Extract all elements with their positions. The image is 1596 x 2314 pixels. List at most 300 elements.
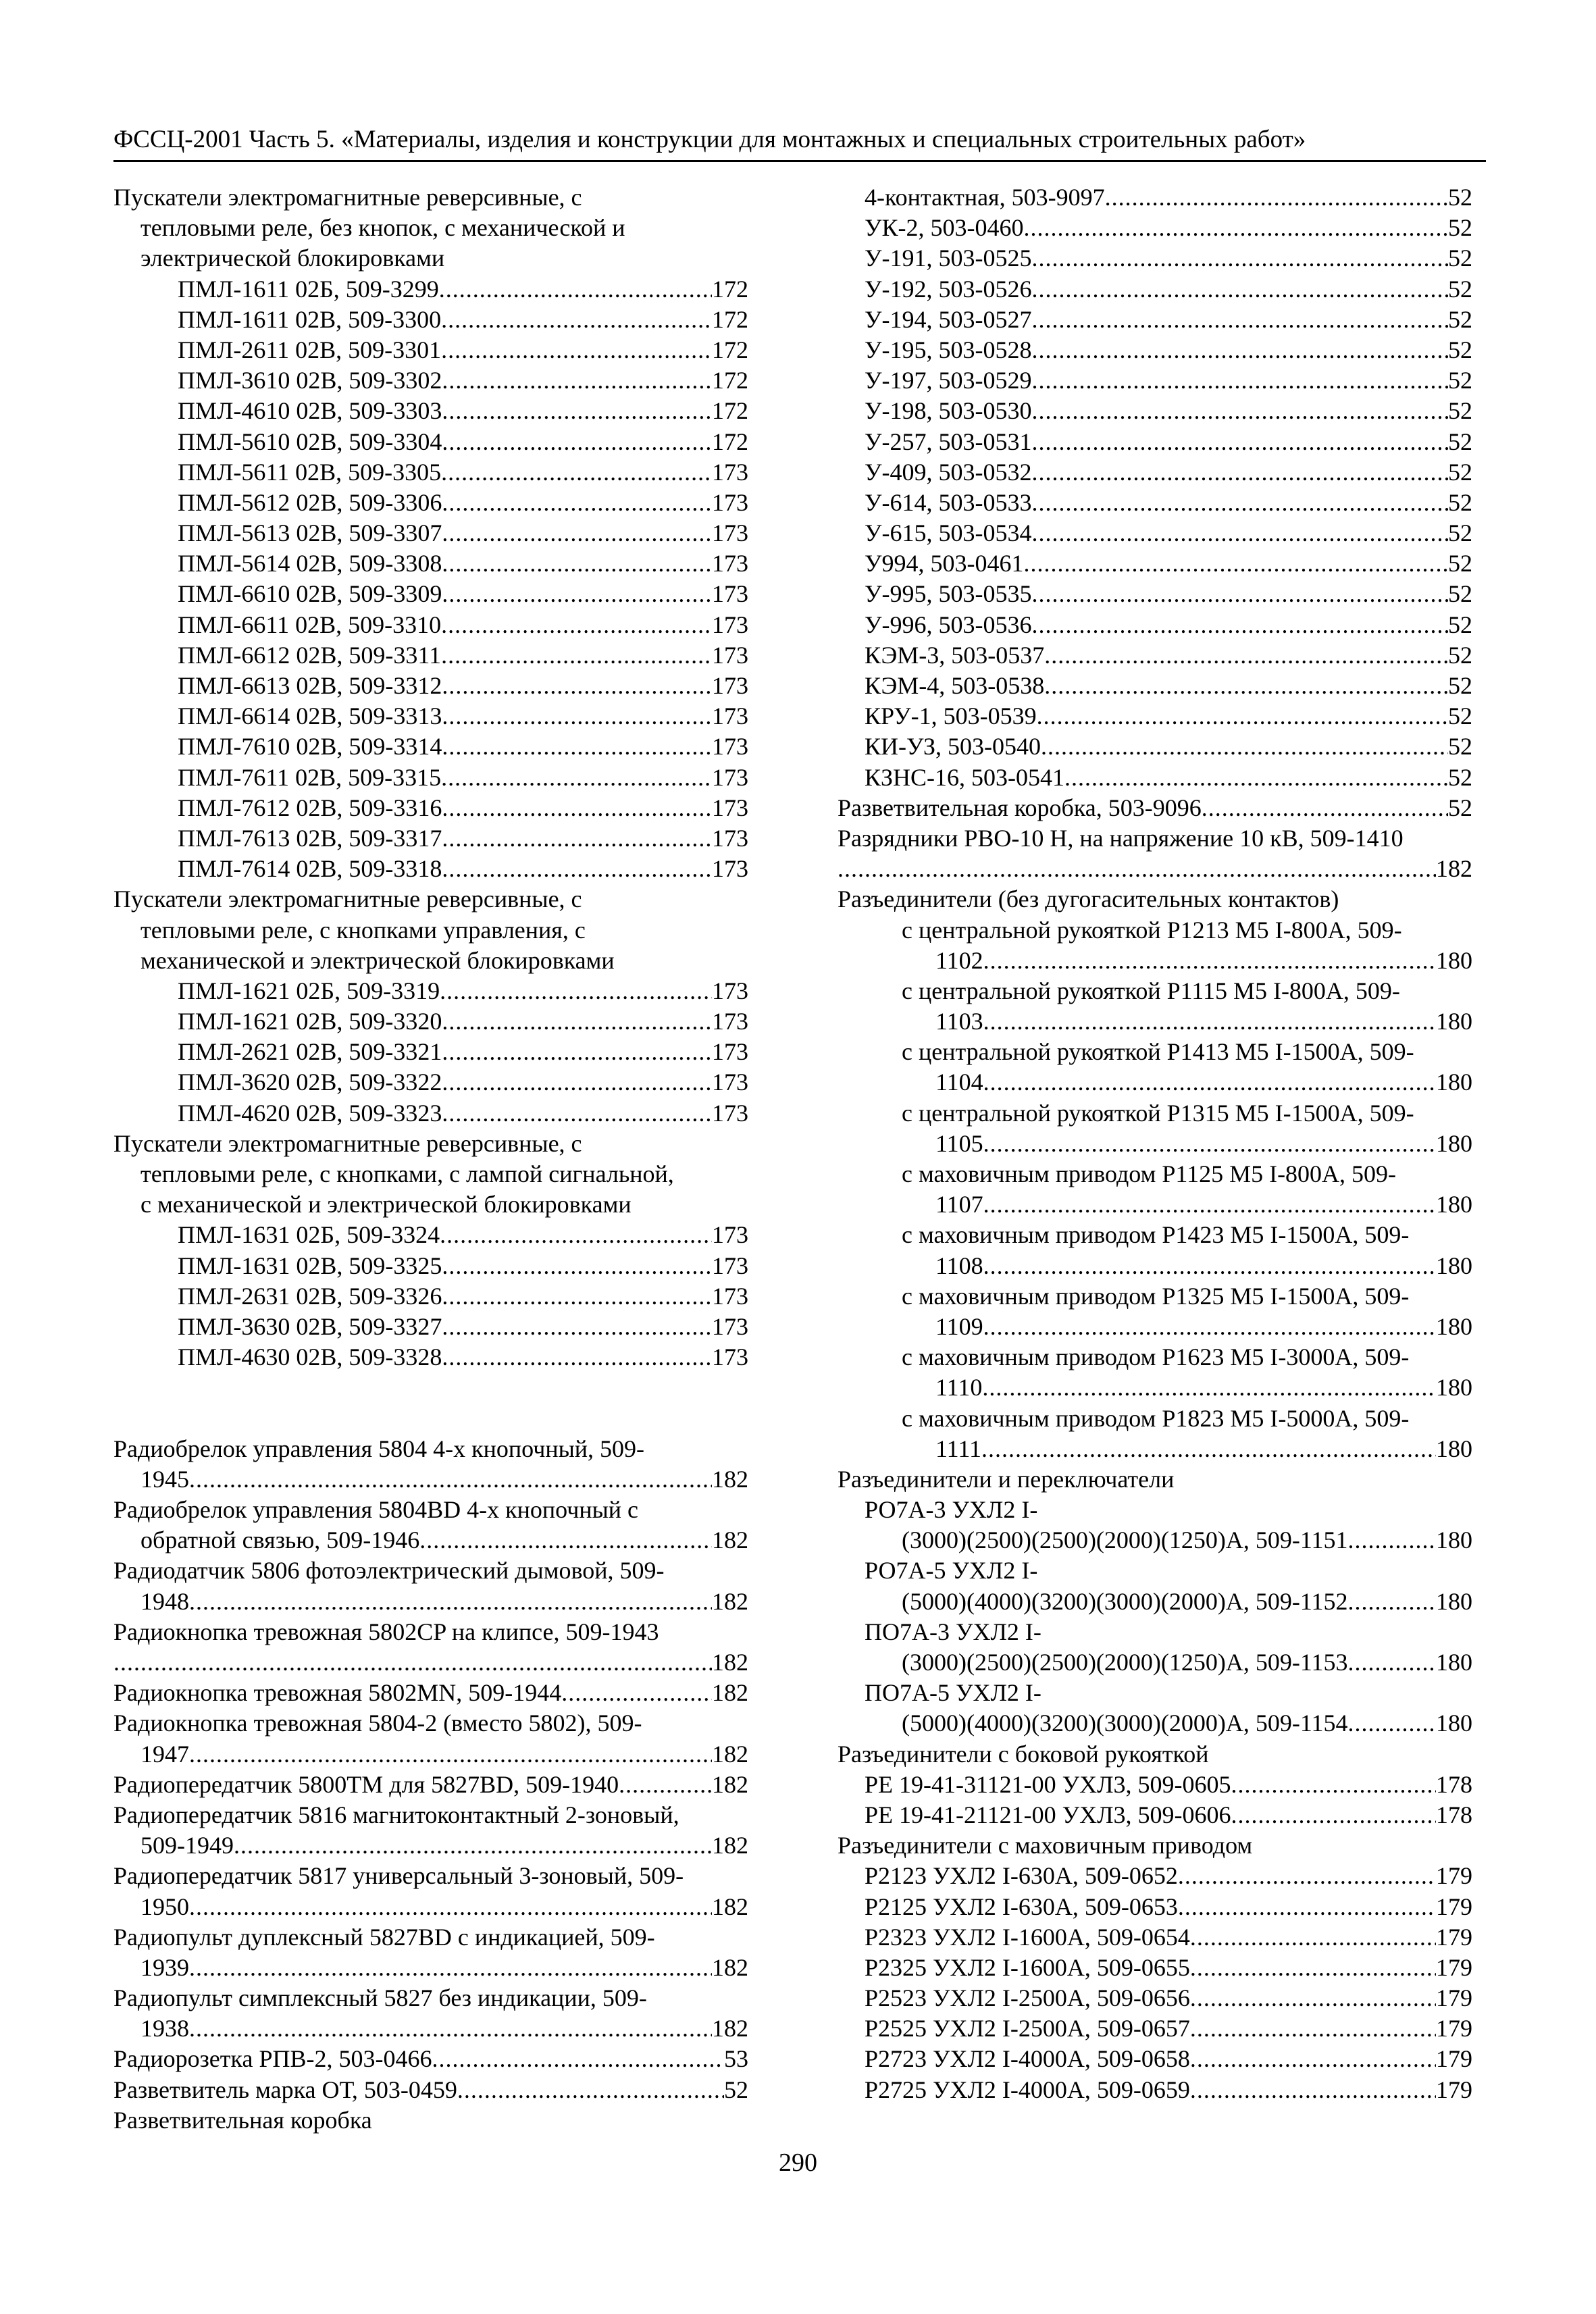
dot-leader (1031, 518, 1448, 548)
entry-text: ПМЛ-5611 02В, 509-3305 (178, 458, 442, 486)
index-subheading: с центральной рукояткой Р1115 М5 I-800А, 509- (902, 977, 1400, 1004)
index-entry (838, 518, 1472, 548)
dot-leader (457, 2075, 724, 2105)
dot-leader (442, 1098, 712, 1129)
dot-leader (1202, 793, 1448, 823)
entry-text: 1110 (935, 1374, 983, 1402)
entry-text: ПМЛ-3620 02В, 509-3322 (178, 1069, 442, 1096)
entry-page-number: 52 (1448, 641, 1472, 669)
index-entry (838, 1372, 1472, 1403)
index-entry (838, 1861, 1472, 1891)
index-heading: Радиопередатчик 5816 магнитоконтактный 2-зоновый, (113, 1801, 679, 1828)
dot-leader (982, 1372, 1436, 1403)
entry-page-number: 182 (712, 1465, 748, 1493)
entry-page-number: 173 (712, 641, 748, 669)
entry-text: ПМЛ-1631 02Б, 509-3324 (178, 1221, 440, 1249)
index-entry (838, 548, 1472, 579)
index-entry (838, 763, 1472, 793)
entry-page-number: 173 (712, 1282, 748, 1310)
dot-leader (441, 610, 712, 640)
index-subheading: с маховичным приводом Р1623 М5 I-3000А, 509- (902, 1343, 1410, 1371)
index-subheading: с центральной рукояткой Р1315 М5 I-1500А, 509- (902, 1099, 1414, 1127)
entry-page-number: 172 (712, 397, 748, 425)
index-subheading: с механической и электрической блокировками (140, 1191, 632, 1218)
entry-text: У-195, 503-0528 (865, 336, 1032, 363)
entry-page-number: 179 (1436, 2045, 1472, 2073)
entry-text: 1939 (140, 1953, 189, 1981)
entry-text: Радиопередатчик 5800TM для 5827BD, 509-1940 (113, 1770, 619, 1798)
entry-page-number: 179 (1436, 1953, 1472, 1981)
entry-page-number: 173 (712, 824, 748, 852)
page-number: 290 (779, 2149, 817, 2177)
entry-page-number: 179 (1436, 2076, 1472, 2103)
entry-page-number: 173 (712, 1252, 748, 1279)
entry-text: 1111 (935, 1435, 981, 1462)
entry-text: Р2525 УХЛ2 I-2500А, 509-0657 (865, 2015, 1190, 2042)
entry-page-number: 52 (1448, 611, 1472, 638)
dot-leader (442, 365, 712, 396)
index-heading: Пускатели электромагнитные реверсивные, с (113, 184, 582, 211)
dot-leader (442, 548, 712, 579)
entry-page-number: 179 (1436, 1893, 1472, 1920)
dot-leader (442, 579, 712, 609)
index-heading: Радиобрелок управления 5804BD 4-х кнопочный с (113, 1496, 639, 1524)
index-heading: Разъединители (без дугогасительных контактов) (838, 885, 1339, 913)
dot-leader (442, 1281, 712, 1312)
index-heading: Разветвительная коробка (113, 2106, 372, 2134)
index-entry (113, 396, 748, 426)
index-entry (113, 1647, 748, 1678)
dot-leader (1231, 1800, 1436, 1830)
entry-text: ПМЛ-5613 02В, 509-3307 (178, 519, 442, 547)
index-entry (113, 1342, 748, 1372)
dot-leader (1037, 701, 1448, 731)
index-entry (838, 946, 1472, 976)
index-heading: Радиобрелок управления 5804 4-х кнопочный, 509- (113, 1435, 645, 1462)
entry-page-number: 180 (1436, 946, 1472, 974)
entry-text: ПМЛ-1621 02Б, 509-3319 (178, 977, 440, 1004)
dot-leader (442, 854, 712, 884)
entry-page-number: 52 (1448, 245, 1472, 272)
index-entry (113, 518, 748, 548)
dot-leader (1190, 2075, 1436, 2105)
entry-text: 1950 (140, 1893, 189, 1920)
index-entry (838, 1953, 1472, 1983)
dot-leader (439, 274, 712, 305)
index-entry (838, 274, 1472, 305)
entry-page-number: 52 (1448, 733, 1472, 761)
entry-page-number: 179 (1436, 1862, 1472, 1890)
index-entry (113, 793, 748, 823)
index-entry (838, 671, 1472, 701)
index-subheading: РО7А-5 УХЛ2 I- (865, 1557, 1038, 1585)
entry-page-number: 182 (1436, 855, 1472, 883)
entry-page-number: 182 (712, 1649, 748, 1676)
index-entry (113, 335, 748, 365)
dot-leader (1190, 1953, 1436, 1983)
dot-leader (419, 1525, 712, 1555)
entry-page-number: 52 (1448, 458, 1472, 486)
index-entry (113, 1006, 748, 1037)
entry-text: ПМЛ-7611 02В, 509-3315 (178, 763, 442, 791)
entry-page-number: 173 (712, 794, 748, 821)
index-entry (113, 274, 748, 305)
dot-leader (619, 1770, 712, 1800)
entry-text: обратной связью, 509-1946 (140, 1526, 420, 1554)
entry-text: 1105 (935, 1129, 983, 1157)
entry-text: 1109 (935, 1312, 983, 1340)
entry-text: ПМЛ-1611 02В, 509-3300 (178, 305, 442, 333)
index-entry (113, 488, 748, 518)
entry-text: У-614, 503-0533 (865, 488, 1032, 516)
index-entry (838, 1006, 1472, 1037)
dot-leader (442, 518, 712, 548)
header-rule (113, 160, 1486, 162)
entry-page-number: 179 (1436, 1984, 1472, 2012)
dot-leader (1178, 1861, 1436, 1891)
index-entry (838, 488, 1472, 518)
entry-page-number: 182 (712, 1740, 748, 1768)
index-subheading: тепловыми реле, без кнопок, с механической и (140, 214, 625, 242)
index-entry (113, 1220, 748, 1250)
dot-leader (1023, 213, 1448, 243)
dot-leader (983, 1312, 1436, 1342)
index-heading: Радиокнопка тревожная 5804-2 (вместо 5802), 509- (113, 1709, 642, 1737)
index-subheading: тепловыми реле, с кнопками, с лампой сигнальной, (140, 1160, 674, 1187)
entry-page-number: 178 (1436, 1770, 1472, 1798)
entry-page-number: 173 (712, 1069, 748, 1096)
entry-page-number: 180 (1436, 1008, 1472, 1035)
index-entry (113, 1892, 748, 1922)
entry-text: 1107 (935, 1191, 983, 1218)
entry-text: ПМЛ-4620 02В, 509-3323 (178, 1099, 442, 1127)
entry-page-number: 182 (712, 1953, 748, 1981)
entry-text: 1102 (935, 946, 983, 974)
index-entry (113, 610, 748, 640)
entry-page-number: 182 (712, 1679, 748, 1707)
entry-text: ПМЛ-5614 02В, 509-3308 (178, 550, 442, 577)
entry-text: КИ-УЗ, 503-0540 (865, 733, 1041, 761)
entry-text: Разветвитель марка ОТ, 503-0459 (113, 2076, 457, 2103)
dot-leader (442, 1251, 712, 1281)
dot-leader (189, 1892, 712, 1922)
dot-leader (113, 1647, 712, 1678)
entry-page-number: 172 (712, 275, 748, 303)
entry-text: РЕ 19-41-21121-00 УХЛ3, 509-0606 (865, 1801, 1231, 1828)
index-subheading: электрической блокировками (140, 245, 445, 272)
index-entry (838, 1129, 1472, 1159)
entry-text: Р2723 УХЛ2 I-4000А, 509-0658 (865, 2045, 1190, 2073)
index-heading: Пускатели электромагнитные реверсивные, с (113, 1129, 582, 1157)
dot-leader (983, 1067, 1436, 1098)
dot-leader (234, 1830, 712, 1861)
entry-text: (3000)(2500)(2500)(2000)(1250)А, 509-1153 (902, 1649, 1348, 1676)
index-entry (838, 701, 1472, 731)
index-entry (113, 1739, 748, 1770)
entry-page-number: 173 (712, 855, 748, 883)
entry-page-number: 173 (712, 763, 748, 791)
dot-leader (983, 946, 1436, 976)
entry-text: У-409, 503-0532 (865, 458, 1032, 486)
entry-page-number: 173 (712, 1312, 748, 1340)
entry-text: Р2325 УХЛ2 I-1600А, 509-0655 (865, 1953, 1190, 1981)
entry-page-number: 173 (712, 1008, 748, 1035)
entry-text: КЭМ-4, 503-0538 (865, 672, 1045, 699)
entry-text: ПМЛ-6610 02В, 509-3309 (178, 580, 442, 608)
dot-leader (1348, 1647, 1436, 1678)
entry-text: ПМЛ-7614 02В, 509-3318 (178, 855, 442, 883)
dot-leader (1031, 243, 1448, 274)
entry-text: ПМЛ-5612 02В, 509-3306 (178, 488, 442, 516)
entry-page-number: 180 (1436, 1526, 1472, 1554)
entry-text: 4-контактная, 503-9097 (865, 184, 1105, 211)
dot-leader (1031, 488, 1448, 518)
index-entry (838, 182, 1472, 213)
entry-page-number: 173 (712, 1343, 748, 1371)
index-entry (113, 457, 748, 488)
index-entry (113, 548, 748, 579)
dot-leader (1041, 731, 1448, 762)
entry-page-number: 173 (712, 550, 748, 577)
entry-page-number: 180 (1436, 1069, 1472, 1096)
dot-leader (442, 1067, 712, 1098)
entry-text: ПМЛ-2621 02В, 509-3321 (178, 1038, 442, 1066)
index-heading: Радиопульт симплексный 5827 без индикации, 509- (113, 1984, 647, 2012)
index-entry (113, 854, 748, 884)
dot-leader (441, 640, 712, 671)
entry-page-number: 182 (712, 1893, 748, 1920)
entry-text: Р2725 УХЛ2 I-4000А, 509-0659 (865, 2076, 1190, 2103)
entry-text: ПМЛ-6611 02В, 509-3310 (178, 611, 442, 638)
dot-leader (561, 1678, 712, 1708)
entry-text: ПМЛ-2631 02В, 509-3326 (178, 1282, 442, 1310)
index-entry (113, 2044, 748, 2074)
dot-leader (442, 396, 712, 426)
dot-leader (1348, 1587, 1436, 1617)
entry-page-number: 180 (1436, 1252, 1472, 1279)
entry-text: 509-1949 (140, 1832, 234, 1859)
dot-leader (981, 1434, 1436, 1464)
dot-leader (1348, 1708, 1436, 1739)
entry-page-number: 182 (712, 1770, 748, 1798)
index-entry (113, 2013, 748, 2044)
dot-leader (1031, 457, 1448, 488)
entry-page-number: 173 (712, 977, 748, 1004)
entry-text: 1108 (935, 1252, 983, 1279)
index-entry (838, 1647, 1472, 1678)
dot-leader (838, 854, 1436, 884)
entry-page-number: 52 (1448, 336, 1472, 363)
dot-leader (983, 1006, 1436, 1037)
index-entry (838, 793, 1472, 823)
index-entry (113, 365, 748, 396)
entry-page-number: 52 (1448, 397, 1472, 425)
entry-page-number: 52 (1448, 275, 1472, 303)
entry-page-number: 180 (1436, 1312, 1472, 1340)
index-entry (838, 1922, 1472, 1953)
dot-leader (1190, 2013, 1436, 2044)
dot-leader (442, 427, 712, 457)
entry-text: 1104 (935, 1069, 983, 1096)
index-entry (838, 1189, 1472, 1220)
index-column-right (838, 182, 1472, 2105)
index-heading: Радиокнопка тревожная 5802CP на клипсе, 509-1943 (113, 1618, 659, 1645)
entry-text: У-192, 503-0526 (865, 275, 1032, 303)
index-entry (838, 854, 1472, 884)
dot-leader (1031, 365, 1448, 396)
entry-text: У-191, 503-0525 (865, 245, 1032, 272)
index-entry (838, 243, 1472, 274)
entry-text: (5000)(4000)(3200)(3000)(2000)А, 509-1152 (902, 1587, 1348, 1615)
entry-page-number: 52 (1448, 794, 1472, 821)
index-heading: Радиопульт дуплексный 5827BD с индикацией, 509- (113, 1923, 655, 1951)
entry-text: ПМЛ-2611 02В, 509-3301 (178, 336, 442, 363)
index-entry (838, 2044, 1472, 2074)
dot-leader (189, 1587, 712, 1617)
dot-leader (1044, 640, 1448, 671)
dot-leader (189, 1464, 712, 1495)
dot-leader (441, 305, 712, 335)
index-entry (113, 1587, 748, 1617)
entry-page-number: 173 (712, 702, 748, 730)
dot-leader (189, 2013, 712, 2044)
index-entry (113, 1037, 748, 1067)
entry-text: КЭМ-3, 503-0537 (865, 641, 1045, 669)
dot-leader (1190, 2044, 1436, 2074)
index-heading: Радиодатчик 5806 фотоэлектрический дымовой, 509- (113, 1557, 665, 1585)
entry-page-number: 180 (1436, 1709, 1472, 1737)
dot-leader (440, 1220, 712, 1250)
index-entry (113, 579, 748, 609)
entry-page-number: 52 (1448, 428, 1472, 455)
blank-line (113, 1372, 748, 1403)
entry-text: КЗНС-16, 503-0541 (865, 763, 1065, 791)
entry-text: ПМЛ-7610 02В, 509-3314 (178, 733, 442, 761)
dot-leader (189, 1739, 712, 1770)
entry-page-number: 179 (1436, 1923, 1472, 1951)
index-entry (113, 1464, 748, 1495)
entry-page-number: 52 (1448, 305, 1472, 333)
index-entry (838, 1708, 1472, 1739)
entry-text: У-194, 503-0527 (865, 305, 1032, 333)
index-subheading: с маховичным приводом Р1823 М5 I-5000А, 509- (902, 1404, 1410, 1432)
entry-text: ПМЛ-4630 02В, 509-3328 (178, 1343, 442, 1371)
dot-leader (442, 1006, 712, 1037)
dot-leader (189, 1953, 712, 1983)
entry-page-number: 182 (712, 2015, 748, 2042)
index-entry (838, 396, 1472, 426)
dot-leader (1348, 1525, 1436, 1555)
index-subheading: ПО7А-5 УХЛ2 I- (865, 1679, 1041, 1707)
entry-page-number: 180 (1436, 1129, 1472, 1157)
dot-leader (1031, 610, 1448, 640)
entry-page-number: 180 (1436, 1374, 1472, 1402)
entry-page-number: 173 (712, 519, 748, 547)
index-entry (838, 579, 1472, 609)
index-entry (838, 335, 1472, 365)
index-entry (113, 305, 748, 335)
index-entry (838, 1892, 1472, 1922)
dot-leader (1031, 335, 1448, 365)
entry-page-number: 173 (712, 733, 748, 761)
index-entry (113, 671, 748, 701)
entry-page-number: 172 (712, 428, 748, 455)
index-entry (113, 1525, 748, 1555)
dot-leader (442, 793, 712, 823)
index-entry (113, 1251, 748, 1281)
dot-leader (441, 335, 712, 365)
entry-text: У994, 503-0461 (865, 550, 1024, 577)
entry-text: ПМЛ-7612 02В, 509-3316 (178, 794, 442, 821)
entry-text: У-615, 503-0534 (865, 519, 1032, 547)
index-entry (838, 1312, 1472, 1342)
index-entry (838, 305, 1472, 335)
index-subheading: ПО7А-3 УХЛ2 I- (865, 1618, 1041, 1645)
dot-leader (1031, 305, 1448, 335)
entry-page-number: 173 (712, 488, 748, 516)
entry-page-number: 173 (712, 1221, 748, 1249)
entry-text: РЕ 19-41-31121-00 УХЛ3, 509-0605 (865, 1770, 1231, 1798)
index-entry (113, 1312, 748, 1342)
entry-page-number: 173 (712, 458, 748, 486)
index-entry (113, 1098, 748, 1129)
entry-text: 1948 (140, 1587, 189, 1615)
index-entry (838, 1434, 1472, 1464)
entry-page-number: 180 (1436, 1191, 1472, 1218)
entry-page-number: 180 (1436, 1587, 1472, 1615)
entry-text: Радиокнопка тревожная 5802MN, 509-1944 (113, 1679, 562, 1707)
entry-text: УК-2, 503-0460 (865, 214, 1024, 242)
entry-text: У-257, 503-0531 (865, 428, 1032, 455)
entry-page-number: 52 (1448, 367, 1472, 394)
index-entry (838, 1800, 1472, 1830)
entry-text: Р2523 УХЛ2 I-2500А, 509-0656 (865, 1984, 1190, 2012)
entry-text: ПМЛ-6612 02В, 509-3311 (178, 641, 442, 669)
index-entry (113, 976, 748, 1006)
dot-leader (442, 731, 712, 762)
entry-page-number: 173 (712, 580, 748, 608)
index-entry (838, 2075, 1472, 2105)
index-heading: Разъединители и переключатели (838, 1465, 1175, 1493)
index-entry (838, 2013, 1472, 2044)
dot-leader (1031, 427, 1448, 457)
entry-text: У-198, 503-0530 (865, 397, 1032, 425)
entry-page-number: 52 (1448, 488, 1472, 516)
index-entry (113, 427, 748, 457)
index-heading: Разрядники РВО-10 Н, на напряжение 10 кВ, 509-1410 (838, 824, 1404, 852)
entry-page-number: 172 (712, 367, 748, 394)
entry-page-number: 173 (712, 1038, 748, 1066)
index-subheading: с центральной рукояткой Р1213 М5 I-800А, 509- (902, 916, 1402, 944)
dot-leader (442, 488, 712, 518)
entry-page-number: 52 (724, 2076, 748, 2103)
index-entry (113, 701, 748, 731)
entry-page-number: 52 (1448, 214, 1472, 242)
entry-page-number: 182 (712, 1526, 748, 1554)
index-subheading: тепловыми реле, с кнопками управления, с (140, 916, 586, 944)
dot-leader (442, 1342, 712, 1372)
entry-text: Р2125 УХЛ2 I-630А, 509-0653 (865, 1893, 1178, 1920)
dot-leader (1031, 396, 1448, 426)
dot-leader (1064, 763, 1448, 793)
page-header: ФССЦ-2001 Часть 5. «Материалы, изделия и конструкции для монтажных и специальных строительных работ» (113, 126, 1306, 153)
entry-page-number: 52 (1448, 550, 1472, 577)
entry-text: 1945 (140, 1465, 189, 1493)
entry-page-number: 52 (1448, 184, 1472, 211)
entry-page-number: 173 (712, 672, 748, 699)
entry-text: ПМЛ-5610 02В, 509-3304 (178, 428, 442, 455)
index-heading: Радиопередатчик 5817 универсальный 3-зоновый, 509- (113, 1862, 684, 1890)
